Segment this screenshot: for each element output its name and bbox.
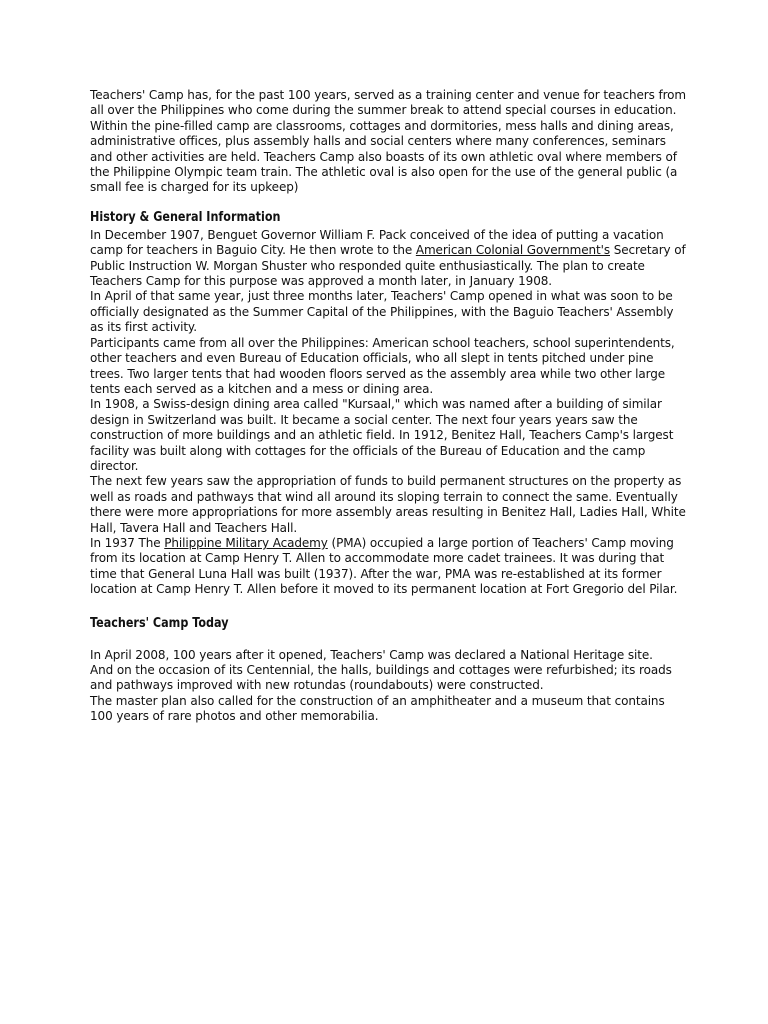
today-paragraph: The master plan also called for the construction of an amphitheater and a museum that contains 100 years of rare photos and other memorabilia. <box>90 693 665 724</box>
philippine-military-academy-link[interactable]: Philippine Military Academy <box>164 535 328 550</box>
intro-section <box>90 88 690 196</box>
history-paragraph: In December 1907, Benguet Governor William F. Pack conceived of the idea of putting a vacation camp for teachers in Baguio City. He then wrote to the American Colonial Government's Secretary of Public Instruction W. Morgan Shuster who responded quite enthusiastically. The plan to create Teachers Camp for this purpose was approved a month later, in January 1908. <box>90 227 686 289</box>
today-paragraph: In April 2008, 100 years after it opened, Teachers' Camp was declared a National Heritage site. <box>90 647 653 662</box>
history-paragraph: In 1908, a Swiss-design dining area called "Kursaal," which was named after a building of similar design in Switzerland was built. It became a social center. The next four years years saw the construction of more buildings and an athletic field. In 1912, Benitez Hall, Teachers Camp's largest facility was built along with cottages for the officials of the Bureau of Education and the camp director. <box>90 397 674 473</box>
american-colonial-government-link[interactable]: American Colonial Government's <box>415 243 610 258</box>
history-paragraph: The next few years saw the appropriation of funds to build permanent structures on the property as well as roads and pathways that wind all around its sloping terrain to connect the same. Eventually there were more appropriations for more assembly areas resulting in Benitez Hall, Ladies Hall, White Hall, Tavera Hall and Teachers Hall. <box>90 474 686 535</box>
document-page <box>90 88 690 725</box>
history-paragraph: In April of that same year, just three months later, Teachers' Camp opened in what was soon to be officially designated as the Summer Capital of the Philippines, with the Baguio Teachers' Assembly as its first activity. <box>90 289 674 335</box>
history-paragraph: Participants came from all over the Philippines: American school teachers, school superintendents, other teachers and even Bureau of Education officials, who all slept in tents pitched under pine trees. Two larger tents that had wooden floors served as the assembly area while two other large tents each served as a kitchen and a mess or dining area. <box>90 335 675 396</box>
today-heading: Teachers' Camp Today <box>90 615 229 631</box>
history-paragraph: In 1937 The Philippine Military Academy (PMA) occupied a large portion of Teachers' Camp moving from its location at Camp Henry T. Allen to accommodate more cadet trainees. It was during that time that General Luna Hall was built (1937). After the war, PMA was re-established at its former location at Camp Henry T. Allen before it moved to its permanent location at Fort Gregorio del Pilar. <box>90 535 678 597</box>
today-section <box>90 648 690 725</box>
history-heading: History & General Information <box>90 209 281 225</box>
intro-paragraph: Teachers' Camp has, for the past 100 years, served as a training center and venue for teachers from all over the Philippines who come during the summer break to attend special courses in education. <box>90 88 686 118</box>
today-paragraph: And on the occasion of its Centennial, the halls, buildings and cottages were refurbished; its roads and pathways improved with new rotundas (roundabouts) were constructed. <box>90 663 672 693</box>
intro-paragraph: Within the pine-filled camp are classrooms, cottages and dormitories, mess halls and dining areas, administrative offices, plus assembly halls and social centers where many conferences, seminars and other activities are held. Teachers Camp also boasts of its own athletic oval where members of the Philippine Olympic team train. The athletic oval is also open for the use of the general public (a small fee is charged for its upkeep) <box>90 118 678 195</box>
history-section <box>90 228 690 598</box>
